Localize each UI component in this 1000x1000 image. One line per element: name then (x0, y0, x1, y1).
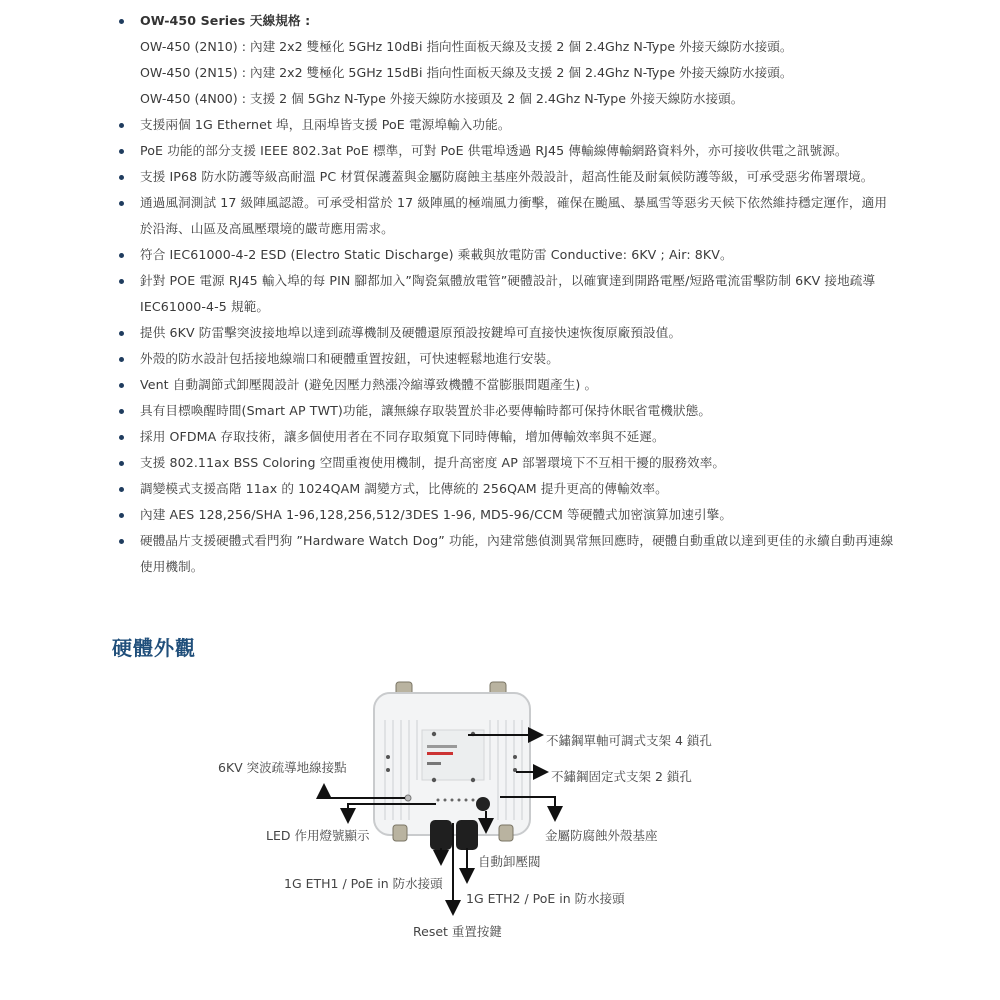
antenna-connector (393, 825, 407, 841)
vent-valve (476, 797, 490, 811)
label-eth1: 1G ETH1 / PoE in 防水接頭 (284, 876, 443, 891)
label-led: LED 作用燈號顯示 (266, 828, 370, 843)
eth1-gland (430, 820, 452, 850)
feature-text: 採用 OFDMA 存取技術，讓多個使用者在不同存取頻寬下同時傳輸，增加傳輸效率與不延遲。 (140, 429, 665, 444)
section-heading: 硬體外觀 (112, 636, 196, 660)
label-vent: 自動卸壓閥 (478, 854, 541, 869)
label-ground: 6KV 突波疏導地線接點 (218, 760, 347, 775)
ground-screw (405, 795, 411, 801)
antenna-connector (499, 825, 513, 841)
feature-text: Vent 自動調節式卸壓閥設計 (避免因壓力熱漲冷縮導致機體不當膨脹問題產生) 。 (140, 377, 598, 392)
feature-text: 支援兩個 1G Ethernet 埠，且兩埠皆支援 PoE 電源埠輸入功能。 (140, 117, 511, 132)
feature-text: 通過風洞測試 17 級陣風認證。可承受相當於 17 級陣風的極端風力衝擊，確保在颱風、暴風雪等惡劣天候下依然維持穩定運作，適用於沿海、山區及高風壓環境的嚴苛應用需求。 (140, 195, 888, 236)
feature-text: 支援 802.11ax BSS Coloring 空間重複使用機制，提升高密度 AP 部署環境下不互相干擾的服務效率。 (140, 455, 726, 470)
feature-text: 外殼的防水設計包括接地線端口和硬體重置按鈕，可快速輕鬆地進行安裝。 (140, 351, 559, 366)
label-bracket4: 不鏽鋼單軸可調式支架 4 鎖孔 (546, 733, 712, 748)
feature-text: 硬體晶片支援硬體式看門狗 ”Hardware Watch Dog” 功能，內建常態偵測異常無回應時，硬體自動重啟以達到更佳的永續自動再連線使用機制。 (140, 533, 894, 574)
feature-text: 符合 IEC61000-4-2 ESD (Electro Static Discharge) 乘載與放電防雷 Conductive: 6KV ; Air: 8KV。 (140, 247, 733, 262)
feature-text: PoE 功能的部分支援 IEEE 802.3at PoE 標準，可對 PoE 供電埠透過 RJ45 傳輸線傳輸網路資料外，亦可接收供電之訊號源。 (140, 143, 848, 158)
spec-series-line: OW-450 (2N10) : 內建 2x2 雙極化 5GHz 10dBi 指向性面板天線及支援 2 個 2.4Ghz N-Type 外接天線防水接頭。 (140, 39, 793, 54)
feature-text: 內建 AES 128,256/SHA 1-96,128,256,512/3DES 1-96, MD5-96/CCM 等硬體式加密演算加速引擎。 (140, 507, 733, 522)
feature-text: 支援 IP68 防水防護等級高耐溫 PC 材質保護蓋與金屬防腐蝕主基座外殼設計，超高性能及耐氣候防護等級，可承受惡劣佈署環境。 (140, 169, 874, 184)
spec-series-title: OW-450 Series 天線規格 : (118, 8, 898, 34)
feature-text: 具有目標喚醒時間(Smart AP TWT)功能，讓無線存取裝置於非必要傳輸時都可保持休眠省電機狀態。 (140, 403, 712, 418)
feature-text: 針對 POE 電源 RJ45 輸入埠的每 PIN 腳都加入”陶瓷氣體放電管”硬體設計，以確實達到開路電壓/短路電流雷擊防制 6KV 接地疏導 IEC61000-4-5 規範。 (140, 273, 876, 314)
feature-text: 調變模式支援高階 11ax 的 1024QAM 調變方式，比傳統的 256QAM 提升更高的傳輸效率。 (140, 481, 668, 496)
spec-series-line: OW-450 (2N15) : 內建 2x2 雙極化 5GHz 15dBi 指向性面板天線及支援 2 個 2.4Ghz N-Type 外接天線防水接頭。 (140, 65, 793, 80)
eth2-gland (456, 820, 478, 850)
label-reset: Reset 重置按鍵 (413, 924, 502, 939)
label-eth2: 1G ETH2 / PoE in 防水接頭 (466, 891, 625, 906)
feature-text: 提供 6KV 防雷擊突波接地埠以達到疏導機制及硬體還原預設按鍵埠可直接快速恢復原廠預設值。 (140, 325, 682, 340)
label-base: 金屬防腐蝕外殼基座 (545, 828, 658, 843)
label-bracket2: 不鏽鋼固定式支架 2 鎖孔 (551, 769, 692, 784)
spec-series-line: OW-450 (4N00) : 支援 2 個 5Ghz N-Type 外接天線防水接頭及 2 個 2.4Ghz N-Type 外接天線防水接頭。 (140, 91, 744, 106)
